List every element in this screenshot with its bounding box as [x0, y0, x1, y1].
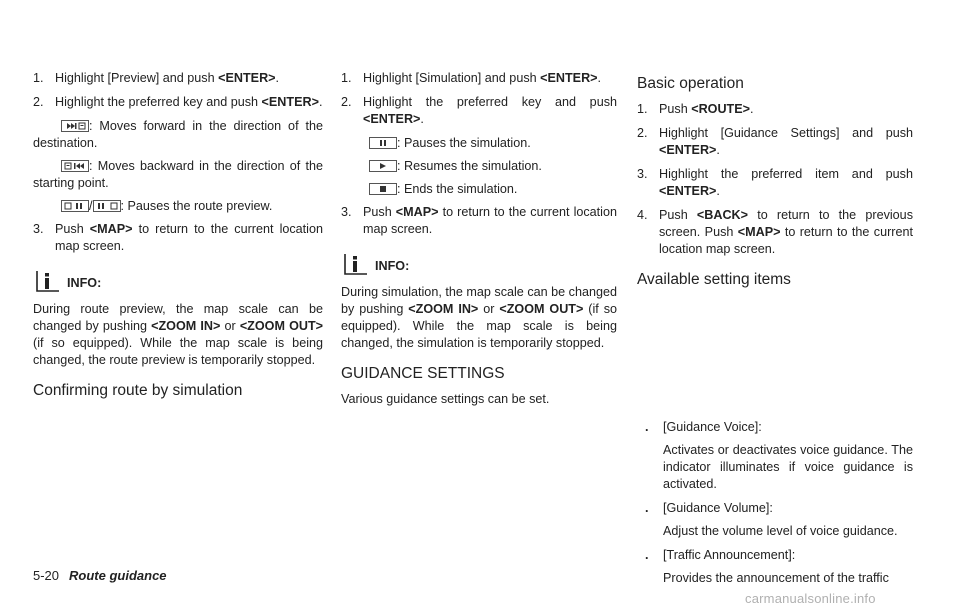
- section-heading: GUIDANCE SETTINGS: [341, 365, 505, 382]
- info-block: [341, 250, 617, 278]
- info-label: INFO:: [67, 276, 102, 290]
- list-item: . [Guidance Voice]: Activates or deactivates voice guidance. The indicator illuminates if voice guidance is activated.: [645, 420, 913, 491]
- step-1: 1. Highlight [Simulation] and push <ENTER>.: [341, 71, 602, 85]
- info-label: INFO:: [375, 259, 410, 273]
- section-heading: Basic operation: [637, 75, 744, 92]
- step-3: 3. Push <MAP> to return to the current location map screen.: [341, 205, 617, 236]
- pause-key-icon: [369, 137, 397, 149]
- preview-forward-item: : Moves forward in the direction of the destination.: [33, 119, 323, 150]
- column-middle: [341, 70, 617, 408]
- step-2: 2. Highlight [Guidance Settings] and push <ENTER>.: [637, 126, 913, 157]
- section-title: Route guidance: [69, 568, 167, 583]
- page-footer: [33, 567, 167, 584]
- list-item: . [Guidance Volume]: Adjust the volume level of voice guidance.: [645, 501, 898, 538]
- step-3: 3. Highlight the preferred item and push <ENTER>.: [637, 167, 913, 198]
- step-2: 2. Highlight the preferred key and push <ENTER>.: [341, 95, 617, 126]
- sim-pause-item: : Pauses the simulation.: [341, 135, 617, 152]
- watermark: carmanualsonline.info: [745, 591, 876, 606]
- sim-resume-item: : Resumes the simulation.: [341, 158, 617, 175]
- play-key-icon: [369, 160, 397, 172]
- preview-backward-item: : Moves backward in the direction of the starting point.: [33, 159, 323, 190]
- step-4: 4. Push <BACK> to return to the previous screen. Push <MAP> to return to the current location map screen.: [637, 208, 913, 256]
- column-left: [33, 70, 323, 408]
- info-text: During route preview, the map scale can be changed by pushing <ZOOM IN> or <ZOOM OUT> (if so equipped). While the map scale is being changed, the route preview is temporarily stopped.: [33, 302, 324, 367]
- blank-space: [637, 297, 913, 419]
- page-number: 5-20: [33, 568, 60, 583]
- section-heading: Confirming route by simulation: [33, 382, 243, 399]
- info-icon: [33, 267, 63, 295]
- section-intro: Various guidance settings can be set.: [341, 392, 550, 406]
- pause-backward-key-icon: [61, 200, 89, 212]
- stop-key-icon: [369, 183, 397, 195]
- sim-end-item: : Ends the simulation.: [341, 181, 617, 198]
- info-block: [33, 267, 323, 295]
- key-enter: <ENTER>: [261, 95, 319, 109]
- backward-key-icon: [61, 160, 89, 172]
- step-3: 3. Push <MAP> to return to the current location map screen.: [33, 222, 323, 253]
- step-1: 1. Push <ROUTE>.: [637, 102, 754, 116]
- key-enter: <ENTER>: [218, 71, 276, 85]
- section-heading: Available setting items: [637, 271, 791, 288]
- forward-key-icon: [61, 120, 89, 132]
- key-map: <MAP>: [89, 222, 133, 236]
- step-1: 1. Highlight [Preview] and push <ENTER>.: [33, 71, 280, 85]
- list-item: . [Traffic Announcement]: Provides the announcement of the traffic: [645, 548, 889, 585]
- info-icon: [341, 250, 371, 278]
- info-text: During simulation, the map scale can be changed by pushing <ZOOM IN> or <ZOOM OUT> (if so equipped). While the map scale is being changed, the simulation is temporarily stopped.: [341, 285, 618, 350]
- preview-pause-item: / : Pauses the route preview.: [33, 198, 323, 215]
- column-right: [637, 74, 913, 594]
- step-2: 2. Highlight the preferred key and push <ENTER>.: [33, 95, 323, 109]
- pause-forward-key-icon: [93, 200, 121, 212]
